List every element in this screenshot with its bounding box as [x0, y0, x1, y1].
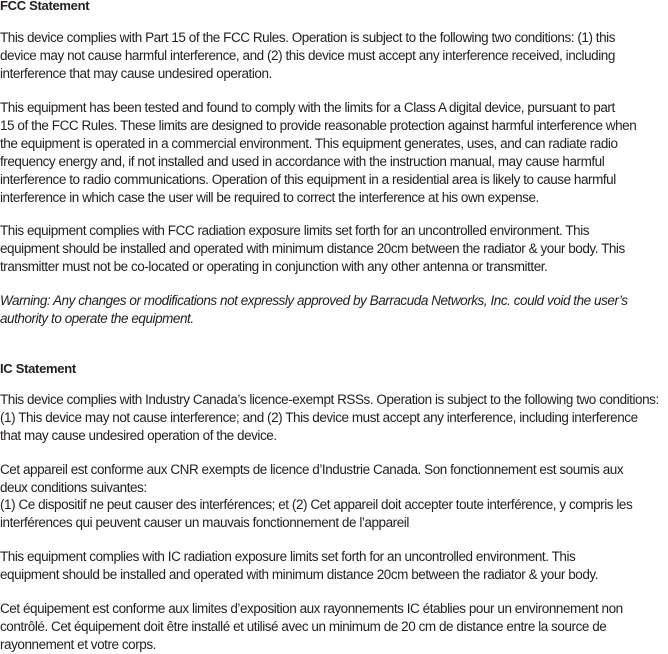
fcc-para2-line: the equipment is operated in a commercial environment. This equipment generates, uses, and can radiate radio [0, 136, 618, 151]
fcc-para2-line: interference to radio communications. Operation of this equipment in a residential area is likely to cause harmful [0, 172, 616, 187]
ic-para1-line: that may cause undesired operation of the device. [0, 428, 277, 443]
fcc-para2-line: frequency energy and, if not installed and used in accordance with the instruction manual, may cause harmful [0, 154, 605, 169]
ic-para4-line: contrôlé. Cet équipement doit être installé et utilisé avec un minimum de 20 cm de distance entre la source de [0, 619, 607, 634]
fcc-para2-line: interference in which case the user will be required to correct the interference at his own expense. [0, 190, 539, 205]
ic-para2-line: deux conditions suivantes: [0, 480, 147, 495]
fcc-para3-line: This equipment complies with FCC radiation exposure limits set forth for an uncontrolled environment. This [0, 223, 590, 238]
ic-para3-line: This equipment complies with IC radiation exposure limits set forth for an uncontrolled environment. This [0, 549, 576, 564]
fcc-para3-line: equipment should be installed and operated with minimum distance 20cm between the radiator & your body. This [0, 241, 625, 256]
ic-para2-line: (1) Ce dispositif ne peut causer des interférences; et (2) Cet appareil doit accepter toute interférence, y compris les [0, 497, 633, 512]
fcc-warning-line: Warning: Any changes or modifications not expressly approved by Barracuda Networks, Inc. could void the user’s [0, 293, 628, 308]
ic-para1-line: (1) This device may not cause interference; and (2) This device must accept any interference, including interference [0, 410, 638, 425]
fcc-warning-line: authority to operate the equipment. [0, 311, 194, 326]
fcc-para1-line: interference that may cause undesired operation. [0, 66, 272, 81]
fcc-para1-line: device may not cause harmful interference, and (2) this device must accept any interference received, including [0, 48, 615, 63]
fcc-para3-line: transmitter must not be co-located or operating in conjunction with any other antenna or transmitter. [0, 259, 548, 274]
fcc-para2-line: This equipment has been tested and found to comply with the limits for a Class A digital device, pursuant to part [0, 100, 615, 115]
fcc-heading: FCC Statement [0, 0, 90, 13]
ic-para2-line: interférences qui peuvent causer un mauvais fonctionnement de l’appareil [0, 515, 409, 530]
ic-para1-line: This device complies with Industry Canada’s licence-exempt RSSs. Operation is subject to the following two conditions: [0, 392, 659, 407]
ic-para4-line: Cet équipement est conforme aux limites d’exposition aux rayonnements IC établies pour un environnement non [0, 601, 623, 616]
fcc-para2-line: 15 of the FCC Rules. These limits are designed to provide reasonable protection against harmful interference when [0, 118, 637, 133]
ic-para4-line: rayonnement et votre corps. [0, 637, 156, 652]
fcc-para1-line: This device complies with Part 15 of the FCC Rules. Operation is subject to the following two conditions: (1) this [0, 30, 615, 45]
ic-para3-line: equipment should be installed and operated with minimum distance 20cm between the radiator & your body. [0, 567, 599, 582]
ic-heading: IC Statement [0, 361, 76, 376]
ic-para2-line: Cet appareil est conforme aux CNR exempts de licence d’Industrie Canada. Son fonctionnement est soumis aux [0, 462, 624, 477]
